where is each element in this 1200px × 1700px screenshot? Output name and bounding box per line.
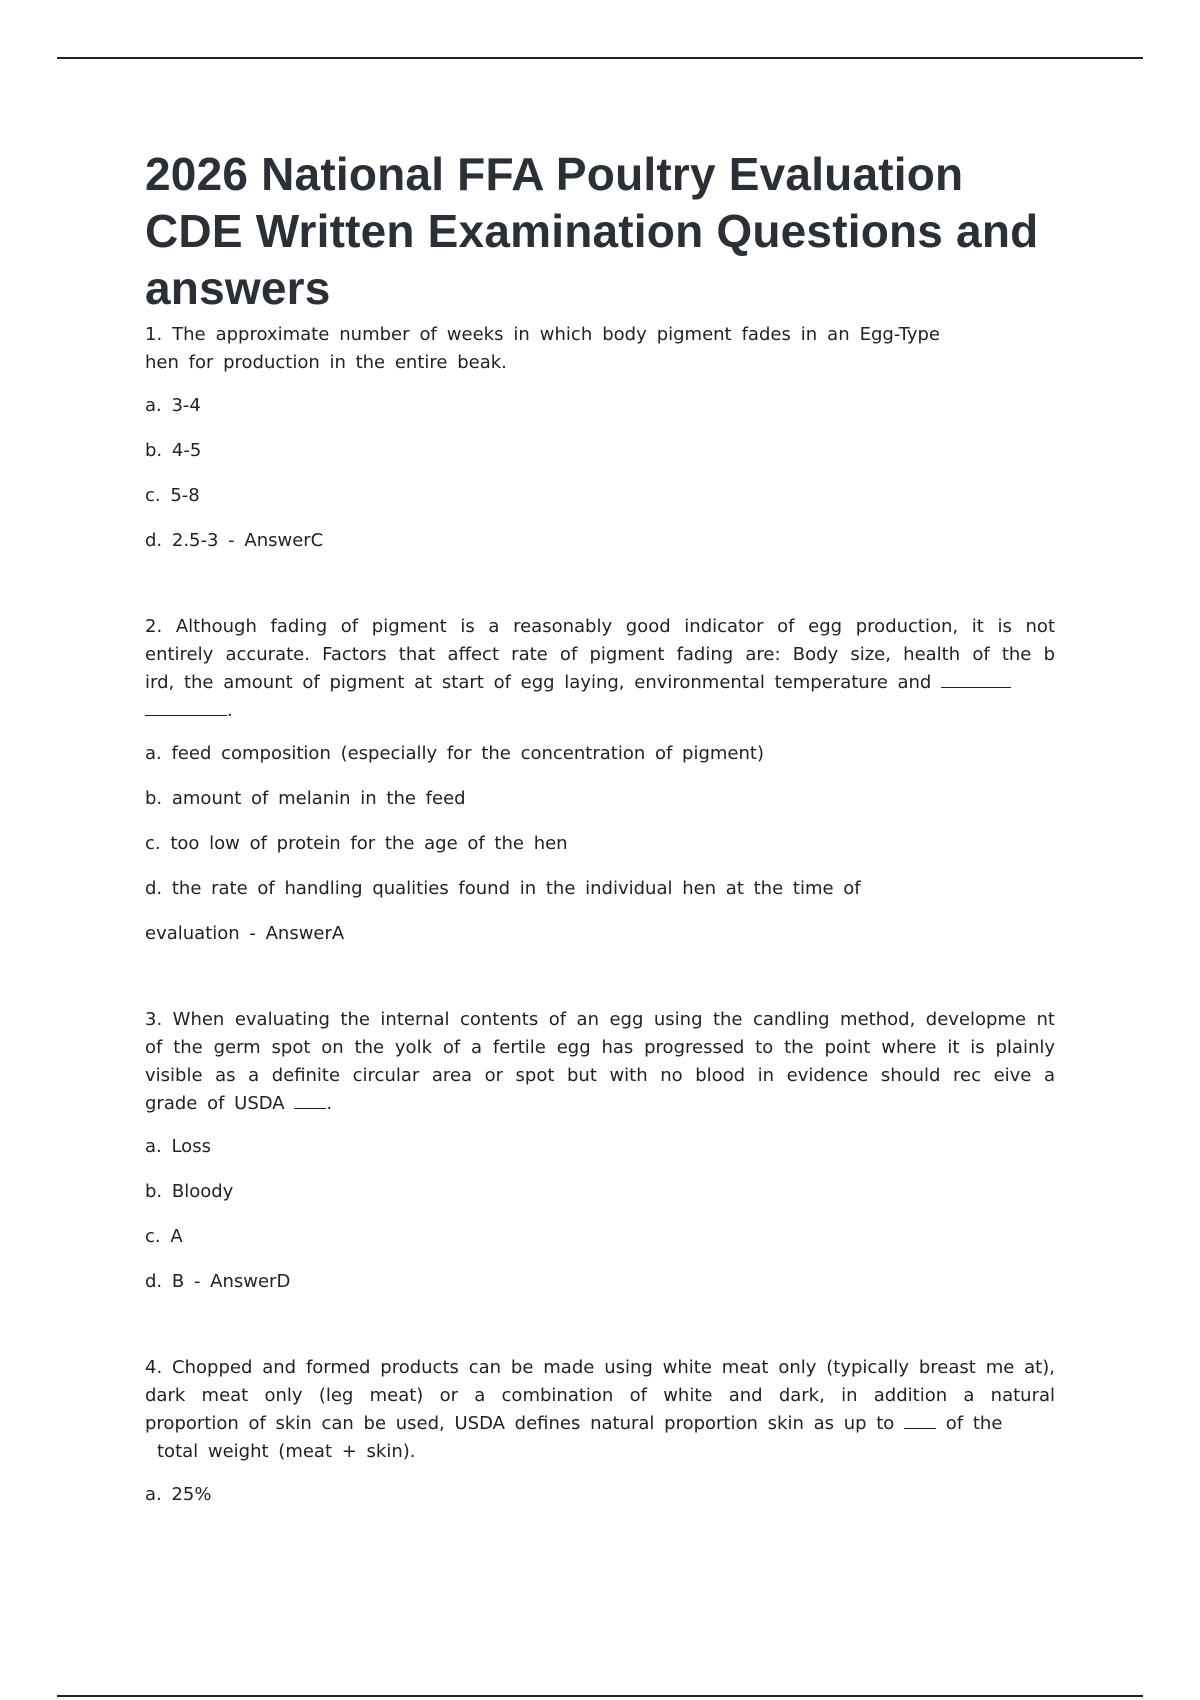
bottom-rule [57,1695,1143,1697]
answer-option: a. 25% [145,1484,212,1505]
answer-option: d. 2.5-3 - AnswerC [145,530,324,551]
question-text-part: 2. Although fading of pigment is a reasonably good indicator of egg production, it is not entirely accurate. Factors that affect rate of pigment fading are: Body size, health of the b ird, the amount of pigment at start of egg laying, environmental temperature and [145,616,1055,693]
answer-option: b. amount of melanin in the feed [145,788,466,809]
answer-option: a. 3-4 [145,395,201,416]
answer-blank [904,1428,936,1429]
question-block [145,1354,1055,1509]
answer-blank [145,715,227,716]
question-text-part: . [227,700,233,721]
document-body [145,146,1055,1509]
question-text [145,613,1055,725]
answer-option: a. Loss [145,1136,211,1157]
answer-option: a. feed composition (especially for the concentration of pigment) [145,743,764,764]
question-text [145,1006,1055,1118]
answer-option: c. 5-8 [145,485,200,506]
question-text-part: total weight (meat + skin). [157,1441,416,1462]
question-block [145,613,1055,948]
answer-option: c. too low of protein for the age of the hen [145,833,568,854]
question-block [145,321,1055,555]
answer-blank [294,1108,326,1109]
question-text-part: 4. Chopped and formed products can be made using white meat only (typically breast me at), dark meat only (leg meat) or a combination of white and dark, in addition a natural proportion of skin can be used, USDA defines natural proportion skin as up to [145,1357,1055,1434]
answer-option: d. the rate of handling qualities found in the individual hen at the time of [145,878,861,899]
page-title: 2026 National FFA Poultry Evaluation CDE Written Examination Questions and answers [145,148,1039,314]
answer-option: b. 4-5 [145,440,202,461]
question-text-part: 3. When evaluating the internal contents of an egg using the candling method, developme nt of the germ spot on the yolk of a fertile egg has progressed to the point where it is plainly visible as a definite circular area or spot but with no blood in evidence should rec eive a grade of USDA [145,1009,1055,1114]
question-block [145,1006,1055,1296]
top-rule [57,57,1143,59]
answer-option: c. A [145,1226,183,1247]
question-text: 1. The approximate number of weeks in which body pigment fades in an Egg-Type hen for production in the entire beak. [145,324,940,373]
question-text-part: of the [945,1413,1003,1434]
answer-blank [941,687,1011,688]
answer-option: d. B - AnswerD [145,1271,291,1292]
question-text [145,1354,1055,1466]
question-text-part: . [326,1093,333,1114]
answer-option: evaluation - AnswerA [145,923,345,944]
answer-option: b. Bloody [145,1181,234,1202]
